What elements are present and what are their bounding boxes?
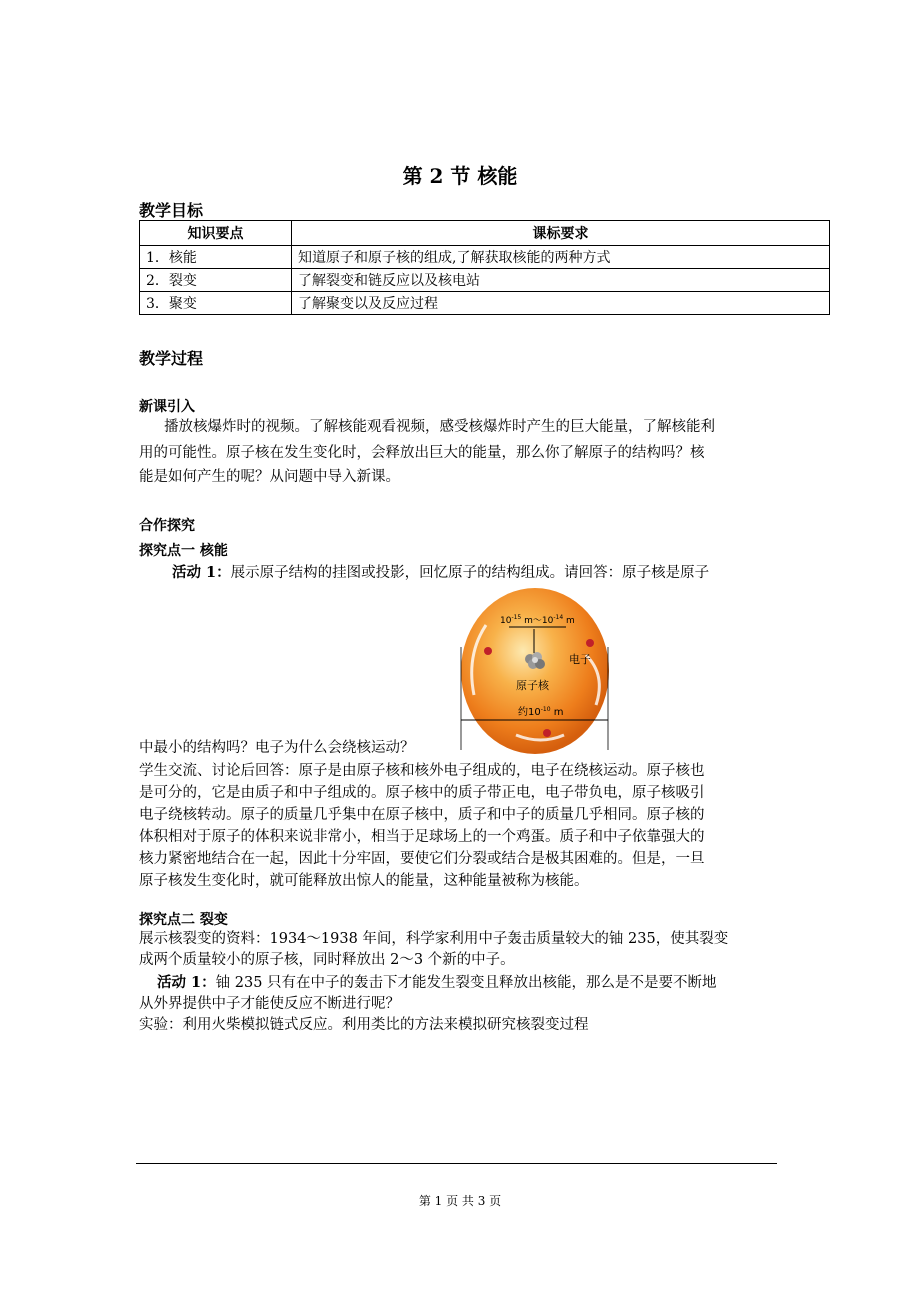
electron-label: 电子 <box>569 653 591 666</box>
activity-text: 铀 235 只有在中子的轰击下才能发生裂变且释放出核能，那么是不是要不断地 <box>215 975 717 991</box>
nucleus-label: 原子核 <box>516 679 549 692</box>
table-cell: 知道原子和原子核的组成,了解获取核能的两种方式 <box>292 246 830 269</box>
atom-size-label: 约$10^{-10}$ m <box>518 706 564 718</box>
point1-activity <box>172 562 709 584</box>
material-line: 成两个质量较小的原子核，同时释放出 2～3 个新的中子。 <box>139 952 515 968</box>
point1-heading: 探究点一 核能 <box>139 543 228 559</box>
electron-dot <box>543 729 551 737</box>
table-cell: 3．聚变 <box>140 292 292 315</box>
goals-table <box>139 220 830 315</box>
table-row <box>140 269 830 292</box>
process-heading: 教学过程 <box>139 349 204 368</box>
activity-label: 活动 1： <box>172 564 231 581</box>
answer-line: 核力紧密地结合在一起，因此十分牢固，要使它们分裂或结合是极其困难的。但是，一旦 <box>139 851 705 867</box>
intro-heading: 新课引入 <box>139 399 195 415</box>
atom-sphere <box>461 588 609 754</box>
answer-line: 电子绕核转动。原子的质量几乎集中在原子核中，质子和中子的质量几乎相同。原子核的 <box>139 807 705 823</box>
material-line: 展示核裂变的资料：1934～1938 年间，科学家利用中子轰击质量较大的铀 235，使其裂变 <box>139 931 729 947</box>
answer-line: 学生交流、讨论后回答：原子是由原子核和核外电子组成的，电子在绕核运动。原子核也 <box>139 763 705 779</box>
intro-line: 能是如何产生的呢？从问题中导入新课。 <box>139 469 400 485</box>
intro-line: 用的可能性。原子核在发生变化时，会释放出巨大的能量，那么你了解原子的结构吗？核 <box>139 445 705 461</box>
page-title: 第 2 节 核能 <box>402 164 518 188</box>
table-row <box>140 246 830 269</box>
atom-structure-figure <box>446 585 623 756</box>
point2-activity <box>157 972 717 994</box>
point2-activity-cont: 从外界提供中子才能使反应不断进行呢？ <box>139 996 400 1012</box>
electron-dot <box>484 647 492 655</box>
footer-divider <box>136 1163 777 1164</box>
column-header: 课标要求 <box>292 221 830 246</box>
intro-line: 播放核爆炸时的视频。了解核能观看视频，感受核爆炸时产生的巨大能量，了解核能利 <box>164 419 715 435</box>
nucleus-size-label: $10^{-15}$ $m\sim 10^{-14}$ m <box>500 614 575 626</box>
table-cell: 了解聚变以及反应过程 <box>292 292 830 315</box>
answer-line: 原子核发生变化时，就可能释放出惊人的能量，这种能量被称为核能。 <box>139 873 589 889</box>
table-cell: 1．核能 <box>140 246 292 269</box>
point2-heading: 探究点二 裂变 <box>139 912 228 928</box>
table-cell: 2．裂变 <box>140 269 292 292</box>
page-number: 第 1 页 共 3 页 <box>418 1194 502 1208</box>
electron-dot <box>586 639 594 647</box>
point1-activity-cont: 中最小的结构吗？电子为什么会绕核运动？ <box>139 740 415 756</box>
answer-line: 是可分的，它是由质子和中子组成的。原子核中的质子带正电，电子带负电，原子核吸引 <box>139 785 705 801</box>
explore-heading: 合作探究 <box>139 518 195 534</box>
table-cell: 了解裂变和链反应以及核电站 <box>292 269 830 292</box>
answer-line: 体积相对于原子的体积来说非常小，相当于足球场上的一个鸡蛋。质子和中子依靠强大的 <box>139 829 705 845</box>
activity-label: 活动 1： <box>157 974 216 991</box>
experiment-line: 实验：利用火柴模拟链式反应。利用类比的方法来模拟研究核裂变过程 <box>139 1017 589 1033</box>
table-header-row <box>140 221 830 246</box>
table-row <box>140 292 830 315</box>
column-header: 知识要点 <box>140 221 292 246</box>
goals-heading: 教学目标 <box>139 201 204 220</box>
activity-text: 展示原子结构的挂图或投影，回忆原子的结构组成。请回答：原子核是原子 <box>230 565 710 581</box>
